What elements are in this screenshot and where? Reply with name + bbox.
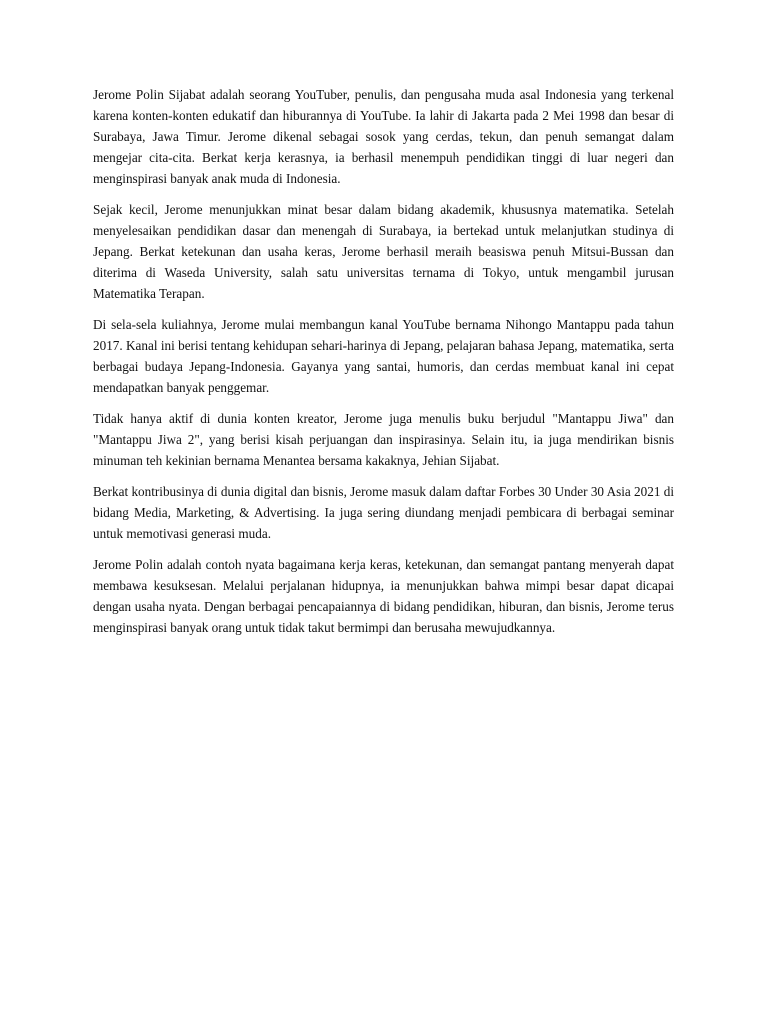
paragraph-2: Sejak kecil, Jerome menunjukkan minat besar dalam bidang akademik, khususnya matematika. Setelah menyelesaikan pendidikan dasar dan menengah di Surabaya, ia bertekad untuk melanjutkan studinya di Jepang. Berkat ketekunan dan usaha keras, Jerome berhasil meraih beasiswa penuh Mitsui-Bussan dan diterima di Waseda University, salah satu universitas ternama di Tokyo, untuk mengambil jurusan Matematika Terapan.	[93, 202, 674, 301]
document-body	[93, 84, 674, 638]
paragraph-4: Tidak hanya aktif di dunia konten kreator, Jerome juga menulis buku berjudul "Mantappu Jiwa" dan "Mantappu Jiwa 2", yang berisi kisah perjuangan dan inspirasinya. Selain itu, ia juga mendirikan bisnis minuman teh kekinian bernama Menantea bersama kakaknya, Jehian Sijabat.	[93, 411, 674, 468]
paragraph-5: Berkat kontribusinya di dunia digital dan bisnis, Jerome masuk dalam daftar Forbes 30 Under 30 Asia 2021 di bidang Media, Marketing, & Advertising. Ia juga sering diundang menjadi pembicara di berbagai seminar untuk memotivasi generasi muda.	[93, 484, 674, 541]
paragraph-1: Jerome Polin Sijabat adalah seorang YouTuber, penulis, dan pengusaha muda asal Indonesia yang terkenal karena konten-konten edukatif dan hiburannya di YouTube. Ia lahir di Jakarta pada 2 Mei 1998 dan besar di Surabaya, Jawa Timur. Jerome dikenal sebagai sosok yang cerdas, tekun, dan penuh semangat dalam mengejar cita-cita. Berkat kerja kerasnya, ia berhasil menempuh pendidikan tinggi di luar negeri dan menginspirasi banyak anak muda di Indonesia.	[93, 87, 674, 186]
paragraph-3: Di sela-sela kuliahnya, Jerome mulai membangun kanal YouTube bernama Nihongo Mantappu pada tahun 2017. Kanal ini berisi tentang kehidupan sehari-harinya di Jepang, pelajaran bahasa Jepang, matematika, serta berbagai budaya Jepang-Indonesia. Gayanya yang santai, humoris, dan cerdas membuat kanal ini cepat mendapatkan banyak penggemar.	[93, 317, 674, 395]
paragraph-6: Jerome Polin adalah contoh nyata bagaimana kerja keras, ketekunan, dan semangat pantang menyerah dapat membawa kesuksesan. Melalui perjalanan hidupnya, ia menunjukkan bahwa mimpi besar dapat dicapai dengan usaha nyata. Dengan berbagai pencapaiannya di bidang pendidikan, hiburan, dan bisnis, Jerome terus menginspirasi banyak orang untuk tidak takut bermimpi dan berusaha mewujudkannya.	[93, 557, 674, 635]
